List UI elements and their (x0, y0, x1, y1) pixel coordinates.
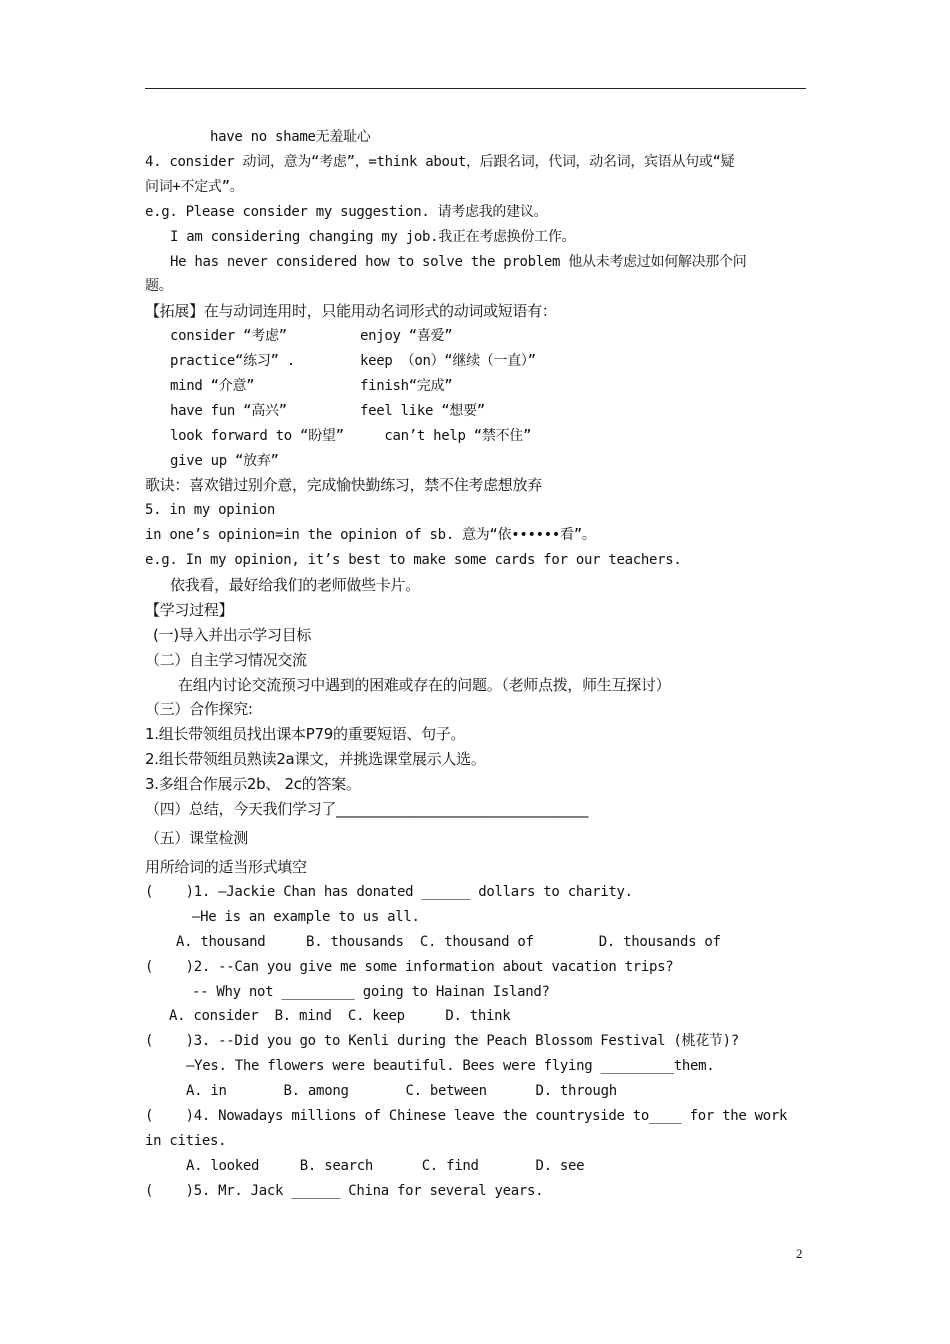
text-line: practice“练习” . keep （on）“继续（一直）” (170, 353, 536, 369)
text-line: 3.多组合作展示2b、 2c的答案。 (145, 775, 361, 793)
question-line: ( )4. Nowadays millions of Chinese leave the countryside to____ for the work (145, 1108, 788, 1124)
text-line: have no shame无羞耻心 (210, 129, 371, 145)
text-line: 用所给词的适当形式填空 (145, 858, 307, 876)
text-line: 1.组长带领组员找出课本P79的重要短语、句子。 (145, 725, 466, 743)
text-line: 在组内讨论交流预习中遇到的困难或存在的问题。（老师点拨，师生互探讨） (178, 676, 671, 694)
text-line: e.g. Please consider my suggestion. 请考虑我的建议。 (145, 204, 548, 220)
text-line: 2.组长带领组员熟读2a课文，并挑选课堂展示人选。 (145, 750, 486, 768)
text-line: in cities. (145, 1133, 227, 1149)
text-line: 问词+不定式”。 (145, 179, 244, 195)
text-line: He has never considered how to solve the problem 他从未考虑过如何解决那个问 (170, 254, 747, 270)
text-line: consider “考虑” enjoy “喜爱” (170, 328, 453, 344)
text-line: -- Why not _________ going to Hainan Island? (192, 984, 550, 1000)
header-rule (145, 88, 806, 89)
text-line: —Yes. The flowers were beautiful. Bees were flying _________them. (186, 1058, 715, 1074)
question-line: ( )2. --Can you give me some information about vacation trips? (145, 959, 674, 975)
text-line: —He is an example to us all. (192, 909, 420, 925)
text-line: 歌诀：喜欢错过别介意，完成愉快勤练习，禁不住考虑想放弃 (145, 476, 542, 494)
text-line: (一)导入并出示学习目标 (153, 626, 312, 644)
text-line: （四）总结，今天我们学习了___________________________________ (145, 800, 589, 818)
text-line: （五）课堂检测 (145, 829, 248, 847)
text-line: 4. consider 动词，意为“考虑”，=think about，后跟名词，代词，动名词，宾语从句或“疑 (145, 154, 735, 170)
text-line: （二）自主学习情况交流 (145, 651, 307, 669)
section-heading: 【学习过程】 (145, 601, 234, 619)
text-line: give up “放弃” (170, 453, 279, 469)
question-line: ( )3. --Did you go to Kenli during the Peach Blossom Festival (桃花节)? (145, 1033, 739, 1049)
text-line: look forward to “盼望” can’t help “禁不住” (170, 428, 532, 444)
text-line: 题。 (145, 278, 173, 294)
text-line: have fun “高兴” feel like “想要” (170, 403, 485, 419)
options-line: A. thousand B. thousands C. thousand of D. thousands of (176, 934, 721, 950)
text-line: （三）合作探究: (145, 700, 253, 718)
text-line: in one’s opinion=in the opinion of sb. 意为“依••••••看”。 (145, 527, 596, 543)
text-line: e.g. In my opinion, it’s best to make some cards for our teachers. (145, 552, 682, 568)
section-heading: 【拓展】在与动词连用时，只能用动名词形式的动词或短语有： (145, 302, 557, 320)
options-line: A. in B. among C. between D. through (186, 1083, 617, 1099)
text-line: mind “介意” finish“完成” (170, 378, 453, 394)
text-line: 5. in my opinion (145, 502, 276, 518)
text-line: 依我看，最好给我们的老师做些卡片。 (170, 576, 420, 594)
options-line: A. consider B. mind C. keep D. think (169, 1008, 511, 1024)
text-line: I am considering changing my job.我正在考虑换份工作。 (170, 229, 576, 245)
page-number: 2 (796, 1246, 803, 1261)
options-line: A. looked B. search C. find D. see (186, 1158, 585, 1174)
question-line: ( )1. —Jackie Chan has donated ______ dollars to charity. (145, 884, 633, 900)
question-line: ( )5. Mr. Jack ______ China for several years. (145, 1183, 544, 1199)
